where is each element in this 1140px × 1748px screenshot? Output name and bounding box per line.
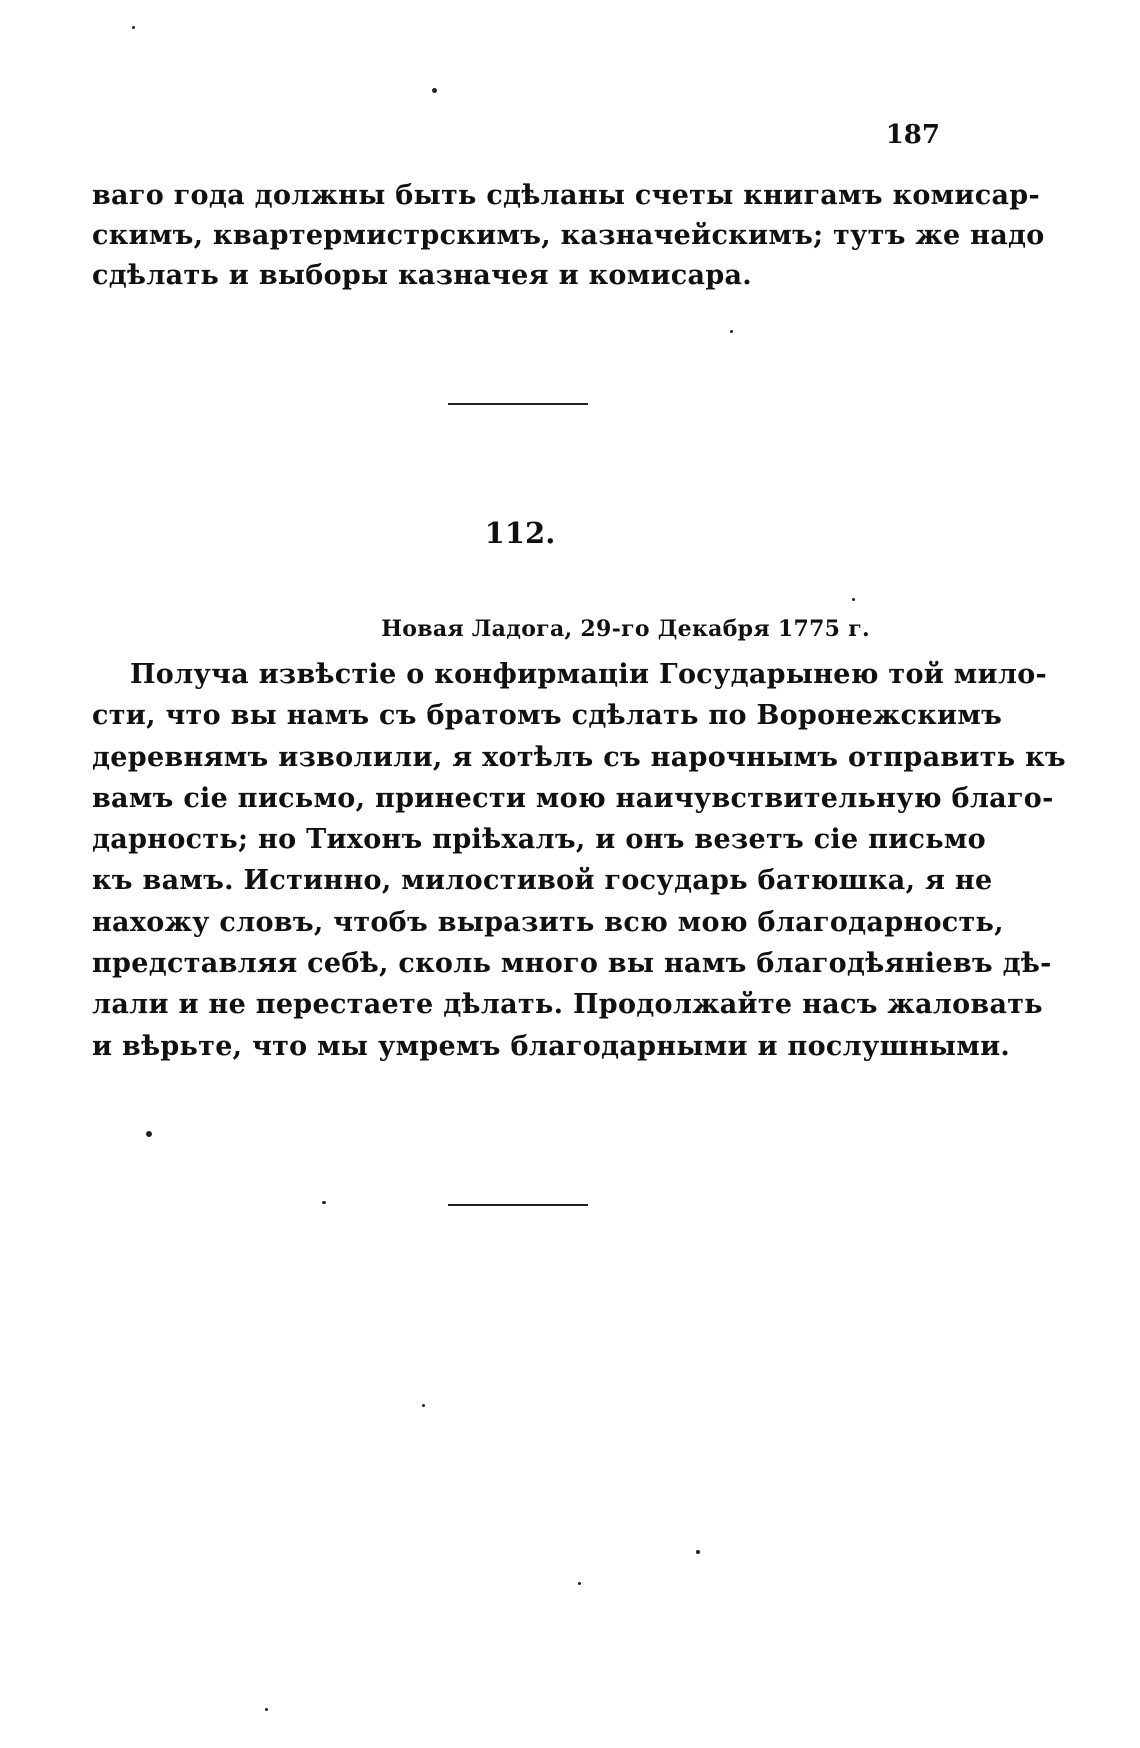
- scan-speck: [322, 1201, 326, 1204]
- scan-speck: [132, 26, 135, 29]
- scan-speck: [730, 330, 733, 333]
- letter-dateline: Новая Ладога, 29-го Декабря 1775 г.: [381, 616, 870, 642]
- text-line: сдѣлать и выборы казначея и комисара.: [92, 260, 753, 291]
- text-line: вамъ сіе письмо, принести мою наичувствительную благо-: [92, 782, 1054, 814]
- scan-speck: [696, 1550, 700, 1554]
- continued-paragraph: [92, 176, 1045, 296]
- text-line: дарность; но Тихонъ пріѣхалъ, и онъ везетъ сіе письмо: [92, 824, 986, 856]
- page-number: 187: [885, 120, 940, 150]
- text-line: деревнямъ изволили, я хотѣлъ съ нарочнымъ отправить къ: [92, 741, 1066, 773]
- section-divider: [448, 403, 588, 405]
- scan-speck: [422, 1404, 425, 1407]
- text-line: сти, что вы намъ съ братомъ сдѣлать по Воронежскимъ: [92, 700, 1003, 732]
- text-line: нахожу словъ, чтобъ выразить всю мою благодарность,: [92, 906, 1004, 938]
- letter-number: 112.: [484, 516, 556, 550]
- scan-speck: [852, 598, 855, 601]
- text-line: лали и не перестаете дѣлать. Продолжайте насъ жаловать: [92, 989, 1043, 1021]
- text-line: ваго года должны быть сдѣланы счеты книгамъ комисар-: [92, 180, 1040, 211]
- text-line: къ вамъ. Истинно, милостивой государь батюшка, я не: [92, 865, 993, 897]
- text-line: Получа извѣстіе о конфирмаціи Государынею той мило-: [130, 659, 1048, 690]
- scan-speck: [432, 88, 437, 93]
- text-line: и вѣрьте, что мы умремъ благодарными и послушными.: [92, 1030, 1011, 1062]
- scan-speck: [578, 1582, 581, 1585]
- section-divider: [448, 1204, 588, 1206]
- text-line: представляя себѣ, сколь много вы намъ благодѣяніевъ дѣ-: [92, 948, 1052, 980]
- scan-speck: [265, 1708, 268, 1711]
- text-line: скимъ, квартермистрскимъ, казначейскимъ; тутъ же надо: [92, 220, 1045, 251]
- letter-body: [92, 654, 1066, 1067]
- scan-speck: [146, 1131, 152, 1137]
